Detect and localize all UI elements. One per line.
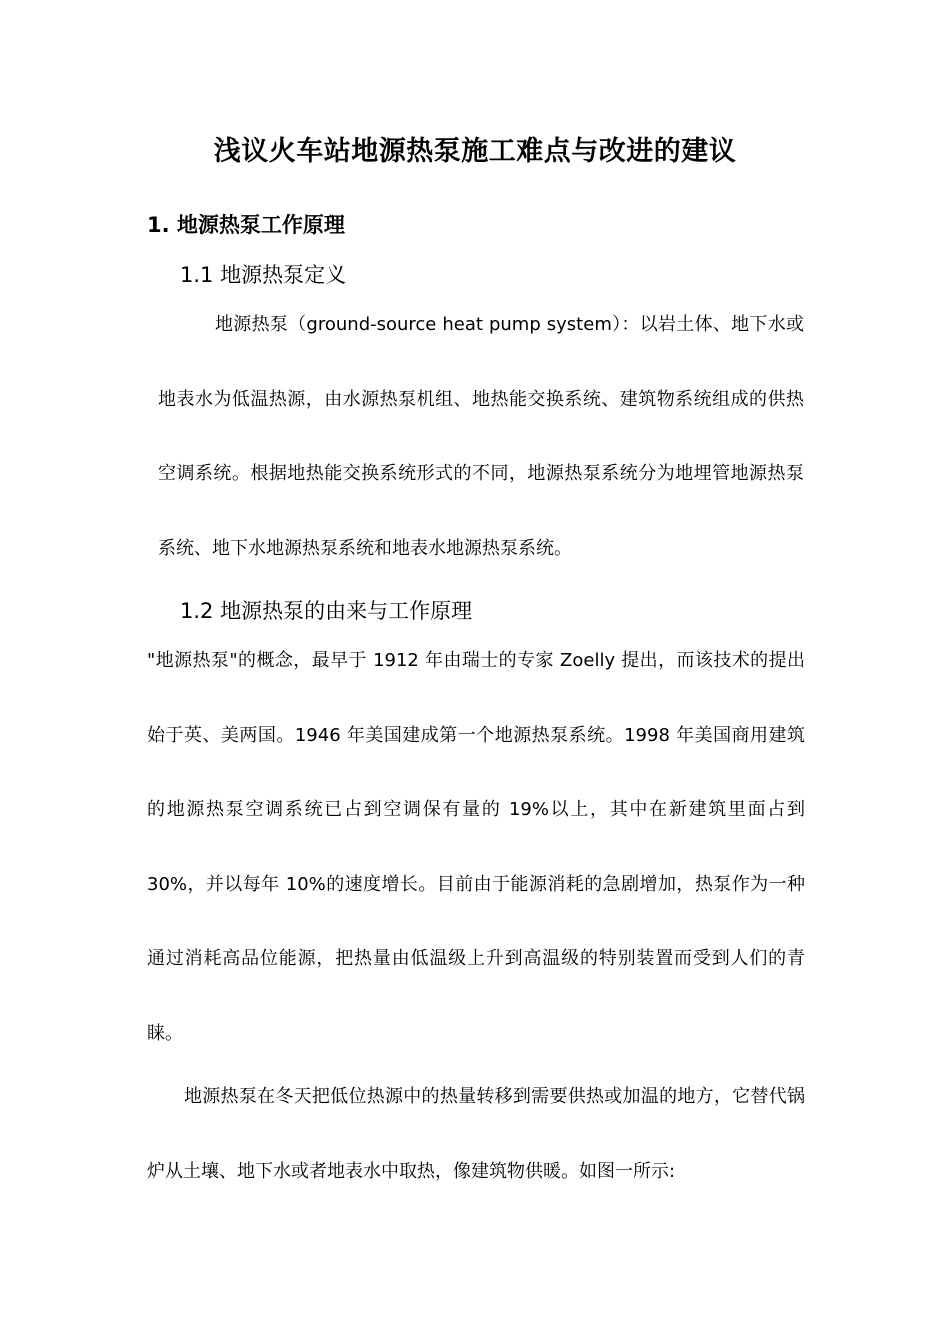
paragraph-definition: 地源热泵（ground-source heat pump system）：以岩土体、地下水或地表水为低温热源，由水源热泵机组、地热能交换系统、建筑物系统组成的供热空调系统。根据地热能交换系统形式的不同，地源热泵系统分为地埋管地源热泵系统、地下水地源热泵系统和地表水地源热泵系统。 [158, 314, 804, 559]
subsection-heading-1-1: 1.1 地源热泵定义 [180, 263, 347, 287]
paragraph-history: "地源热泵"的概念，最早于 1912 年由瑞士的专家 Zoelly 提出，而该技术的提出始于英、美两国。1946 年美国建成第一个地源热泵系统。1998 年美国商用建筑的地源热泵空调系统已占到空调保有量的 19%以上，其中在新建筑里面占到 30%，并以每年 10%的速度增长。目前由于能源消耗的急剧增加，热泵作为一种通过消耗高品位能源，把热量由低温级上升到高温级的特别装置而受到人们的青睐。 [147, 650, 805, 1044]
section-heading-1: 1. 地源热泵工作原理 [147, 213, 345, 237]
paragraph-principle: 地源热泵在冬天把低位热源中的热量转移到需要供热或加温的地方，它替代锅炉从土壤、地下水或者地表水中取热，像建筑物供暖。如图一所示: [147, 1086, 805, 1182]
subsection-heading-1-2: 1.2 地源热泵的由来与工作原理 [180, 599, 473, 623]
document-title: 浅议火车站地源热泵施工难点与改进的建议 [213, 136, 737, 167]
